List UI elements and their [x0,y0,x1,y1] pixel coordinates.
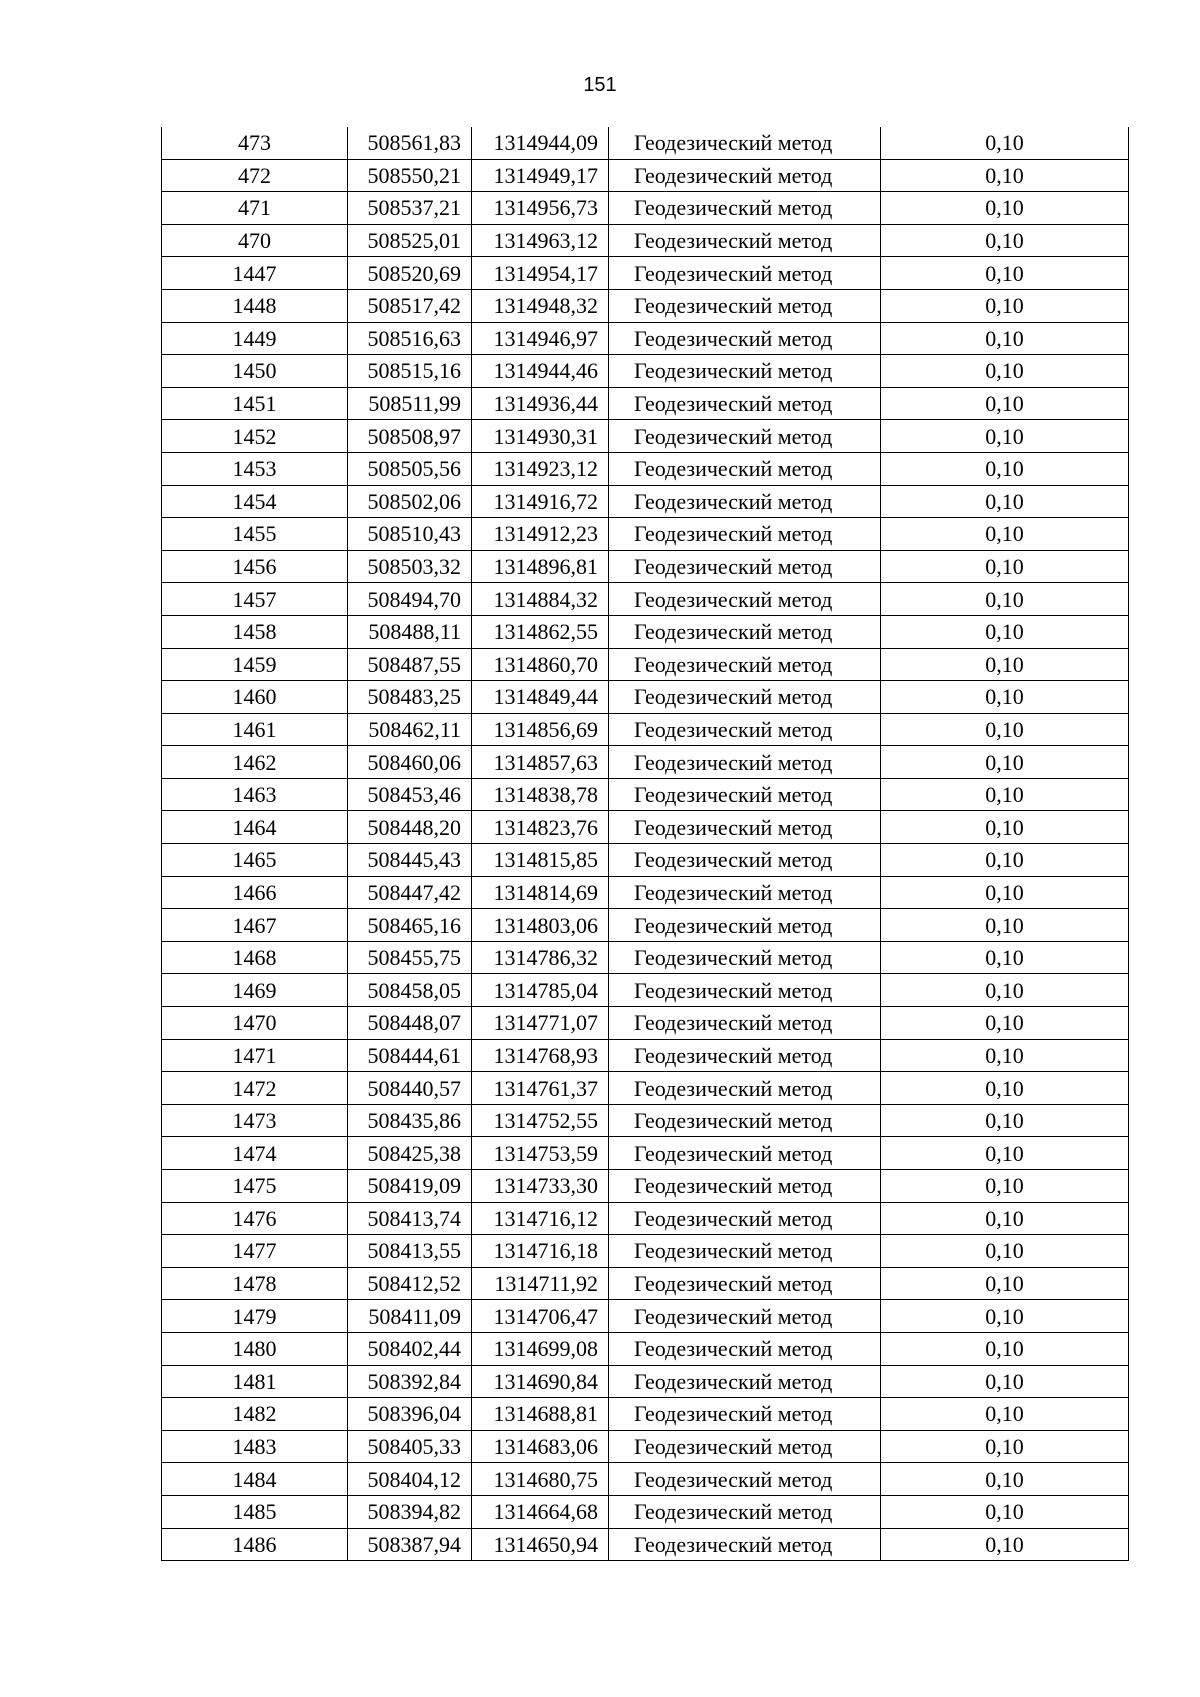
table-row [162,974,1129,1007]
y-coordinate-cell: 1314823,76 [472,811,609,844]
y-coordinate-cell: 1314803,06 [472,909,609,942]
point-number-cell: 1450 [162,355,348,388]
table-row [162,681,1129,714]
method-cell: Геодезический метод [609,1365,881,1398]
point-number-cell: 471 [162,192,348,225]
accuracy-cell: 0,10 [881,387,1129,420]
point-number-cell: 1465 [162,844,348,877]
method-cell: Геодезический метод [609,648,881,681]
accuracy-cell: 0,10 [881,909,1129,942]
method-cell: Геодезический метод [609,876,881,909]
method-cell: Геодезический метод [609,713,881,746]
y-coordinate-cell: 1314733,30 [472,1170,609,1203]
accuracy-cell: 0,10 [881,1430,1129,1463]
table-row [162,844,1129,877]
accuracy-cell: 0,10 [881,1528,1129,1561]
accuracy-cell: 0,10 [881,876,1129,909]
method-cell: Геодезический метод [609,1332,881,1365]
point-number-cell: 1458 [162,615,348,648]
table-row [162,127,1129,159]
point-number-cell: 1453 [162,452,348,485]
x-coordinate-cell: 508387,94 [348,1528,472,1561]
x-coordinate-cell: 508502,06 [348,485,472,518]
method-cell: Геодезический метод [609,420,881,453]
method-cell: Геодезический метод [609,550,881,583]
method-cell: Геодезический метод [609,1528,881,1561]
table-row [162,452,1129,485]
point-number-cell: 1474 [162,1137,348,1170]
x-coordinate-cell: 508413,74 [348,1202,472,1235]
point-number-cell: 1482 [162,1398,348,1431]
x-coordinate-cell: 508515,16 [348,355,472,388]
point-number-cell: 1451 [162,387,348,420]
table-row [162,1072,1129,1105]
point-number-cell: 1473 [162,1104,348,1137]
accuracy-cell: 0,10 [881,257,1129,290]
table-row [162,1039,1129,1072]
y-coordinate-cell: 1314948,32 [472,289,609,322]
table-row [162,615,1129,648]
point-number-cell: 1478 [162,1267,348,1300]
point-number-cell: 1476 [162,1202,348,1235]
table-row [162,1235,1129,1268]
y-coordinate-cell: 1314761,37 [472,1072,609,1105]
point-number-cell: 1471 [162,1039,348,1072]
x-coordinate-cell: 508405,33 [348,1430,472,1463]
x-coordinate-cell: 508511,99 [348,387,472,420]
table-row [162,778,1129,811]
y-coordinate-cell: 1314815,85 [472,844,609,877]
y-coordinate-cell: 1314930,31 [472,420,609,453]
y-coordinate-cell: 1314688,81 [472,1398,609,1431]
accuracy-cell: 0,10 [881,1365,1129,1398]
accuracy-cell: 0,10 [881,615,1129,648]
table-row [162,1495,1129,1528]
y-coordinate-cell: 1314936,44 [472,387,609,420]
point-number-cell: 1460 [162,681,348,714]
table-row [162,192,1129,225]
accuracy-cell: 0,10 [881,1235,1129,1268]
accuracy-cell: 0,10 [881,1072,1129,1105]
y-coordinate-cell: 1314683,06 [472,1430,609,1463]
method-cell: Геодезический метод [609,387,881,420]
point-number-cell: 1475 [162,1170,348,1203]
accuracy-cell: 0,10 [881,420,1129,453]
x-coordinate-cell: 508455,75 [348,941,472,974]
x-coordinate-cell: 508460,06 [348,746,472,779]
accuracy-cell: 0,10 [881,289,1129,322]
point-number-cell: 1459 [162,648,348,681]
point-number-cell: 1466 [162,876,348,909]
accuracy-cell: 0,10 [881,1104,1129,1137]
accuracy-cell: 0,10 [881,941,1129,974]
y-coordinate-cell: 1314711,92 [472,1267,609,1300]
method-cell: Геодезический метод [609,257,881,290]
method-cell: Геодезический метод [609,192,881,225]
x-coordinate-cell: 508525,01 [348,224,472,257]
x-coordinate-cell: 508503,32 [348,550,472,583]
point-number-cell: 1455 [162,518,348,551]
point-number-cell: 1469 [162,974,348,1007]
y-coordinate-cell: 1314849,44 [472,681,609,714]
y-coordinate-cell: 1314923,12 [472,452,609,485]
x-coordinate-cell: 508445,43 [348,844,472,877]
accuracy-cell: 0,10 [881,778,1129,811]
point-number-cell: 1462 [162,746,348,779]
method-cell: Геодезический метод [609,778,881,811]
y-coordinate-cell: 1314946,97 [472,322,609,355]
x-coordinate-cell: 508483,25 [348,681,472,714]
table-row [162,322,1129,355]
y-coordinate-cell: 1314838,78 [472,778,609,811]
table-row [162,876,1129,909]
accuracy-cell: 0,10 [881,713,1129,746]
accuracy-cell: 0,10 [881,1202,1129,1235]
method-cell: Геодезический метод [609,615,881,648]
table-row [162,1463,1129,1496]
method-cell: Геодезический метод [609,1007,881,1040]
method-cell: Геодезический метод [609,485,881,518]
y-coordinate-cell: 1314753,59 [472,1137,609,1170]
x-coordinate-cell: 508448,07 [348,1007,472,1040]
method-cell: Геодезический метод [609,159,881,192]
accuracy-cell: 0,10 [881,648,1129,681]
point-number-cell: 1457 [162,583,348,616]
table-row [162,1137,1129,1170]
method-cell: Геодезический метод [609,1104,881,1137]
accuracy-cell: 0,10 [881,811,1129,844]
y-coordinate-cell: 1314963,12 [472,224,609,257]
y-coordinate-cell: 1314862,55 [472,615,609,648]
table-row [162,518,1129,551]
x-coordinate-cell: 508537,21 [348,192,472,225]
y-coordinate-cell: 1314680,75 [472,1463,609,1496]
x-coordinate-cell: 508487,55 [348,648,472,681]
method-cell: Геодезический метод [609,1398,881,1431]
method-cell: Геодезический метод [609,355,881,388]
accuracy-cell: 0,10 [881,974,1129,1007]
method-cell: Геодезический метод [609,518,881,551]
table-row [162,811,1129,844]
x-coordinate-cell: 508458,05 [348,974,472,1007]
accuracy-cell: 0,10 [881,1007,1129,1040]
x-coordinate-cell: 508404,12 [348,1463,472,1496]
x-coordinate-cell: 508440,57 [348,1072,472,1105]
x-coordinate-cell: 508392,84 [348,1365,472,1398]
y-coordinate-cell: 1314912,23 [472,518,609,551]
table-row [162,387,1129,420]
accuracy-cell: 0,10 [881,485,1129,518]
table-row [162,713,1129,746]
point-number-cell: 470 [162,224,348,257]
point-number-cell: 1464 [162,811,348,844]
x-coordinate-cell: 508448,20 [348,811,472,844]
table-body [162,127,1129,1561]
method-cell: Геодезический метод [609,1430,881,1463]
table-row [162,1332,1129,1365]
point-number-cell: 1484 [162,1463,348,1496]
accuracy-cell: 0,10 [881,452,1129,485]
accuracy-cell: 0,10 [881,681,1129,714]
method-cell: Геодезический метод [609,289,881,322]
point-number-cell: 1477 [162,1235,348,1268]
accuracy-cell: 0,10 [881,1398,1129,1431]
y-coordinate-cell: 1314752,55 [472,1104,609,1137]
method-cell: Геодезический метод [609,746,881,779]
x-coordinate-cell: 508516,63 [348,322,472,355]
accuracy-cell: 0,10 [881,1170,1129,1203]
x-coordinate-cell: 508394,82 [348,1495,472,1528]
table-row [162,909,1129,942]
x-coordinate-cell: 508411,09 [348,1300,472,1333]
y-coordinate-cell: 1314856,69 [472,713,609,746]
point-number-cell: 1448 [162,289,348,322]
y-coordinate-cell: 1314896,81 [472,550,609,583]
x-coordinate-cell: 508508,97 [348,420,472,453]
y-coordinate-cell: 1314949,17 [472,159,609,192]
x-coordinate-cell: 508550,21 [348,159,472,192]
x-coordinate-cell: 508494,70 [348,583,472,616]
table-row [162,1007,1129,1040]
method-cell: Геодезический метод [609,1300,881,1333]
method-cell: Геодезический метод [609,811,881,844]
accuracy-cell: 0,10 [881,1463,1129,1496]
point-number-cell: 1472 [162,1072,348,1105]
point-number-cell: 1468 [162,941,348,974]
x-coordinate-cell: 508517,42 [348,289,472,322]
x-coordinate-cell: 508488,11 [348,615,472,648]
y-coordinate-cell: 1314716,12 [472,1202,609,1235]
method-cell: Геодезический метод [609,322,881,355]
x-coordinate-cell: 508447,42 [348,876,472,909]
method-cell: Геодезический метод [609,681,881,714]
accuracy-cell: 0,10 [881,224,1129,257]
method-cell: Геодезический метод [609,974,881,1007]
table-row [162,224,1129,257]
accuracy-cell: 0,10 [881,127,1129,159]
method-cell: Геодезический метод [609,224,881,257]
x-coordinate-cell: 508425,38 [348,1137,472,1170]
y-coordinate-cell: 1314706,47 [472,1300,609,1333]
table-row [162,1300,1129,1333]
accuracy-cell: 0,10 [881,159,1129,192]
table-row [162,1170,1129,1203]
x-coordinate-cell: 508505,56 [348,452,472,485]
y-coordinate-cell: 1314814,69 [472,876,609,909]
point-number-cell: 1486 [162,1528,348,1561]
accuracy-cell: 0,10 [881,355,1129,388]
table-row [162,583,1129,616]
table-row [162,1202,1129,1235]
y-coordinate-cell: 1314916,72 [472,485,609,518]
y-coordinate-cell: 1314860,70 [472,648,609,681]
point-number-cell: 1479 [162,1300,348,1333]
point-number-cell: 1449 [162,322,348,355]
table-row [162,420,1129,453]
accuracy-cell: 0,10 [881,1267,1129,1300]
x-coordinate-cell: 508402,44 [348,1332,472,1365]
y-coordinate-cell: 1314716,18 [472,1235,609,1268]
table-row [162,289,1129,322]
y-coordinate-cell: 1314944,46 [472,355,609,388]
method-cell: Геодезический метод [609,1267,881,1300]
point-number-cell: 1470 [162,1007,348,1040]
y-coordinate-cell: 1314786,32 [472,941,609,974]
method-cell: Геодезический метод [609,1235,881,1268]
method-cell: Геодезический метод [609,583,881,616]
point-number-cell: 1480 [162,1332,348,1365]
accuracy-cell: 0,10 [881,1039,1129,1072]
table-row [162,257,1129,290]
method-cell: Геодезический метод [609,844,881,877]
point-number-cell: 1483 [162,1430,348,1463]
accuracy-cell: 0,10 [881,746,1129,779]
accuracy-cell: 0,10 [881,192,1129,225]
point-number-cell: 473 [162,127,348,159]
accuracy-cell: 0,10 [881,1137,1129,1170]
accuracy-cell: 0,10 [881,1332,1129,1365]
point-number-cell: 1454 [162,485,348,518]
accuracy-cell: 0,10 [881,1300,1129,1333]
point-number-cell: 1481 [162,1365,348,1398]
table-row [162,1528,1129,1561]
table-row [162,1398,1129,1431]
y-coordinate-cell: 1314771,07 [472,1007,609,1040]
y-coordinate-cell: 1314954,17 [472,257,609,290]
page-number: 151 [583,74,617,96]
table-row [162,648,1129,681]
table-row [162,941,1129,974]
y-coordinate-cell: 1314650,94 [472,1528,609,1561]
method-cell: Геодезический метод [609,1039,881,1072]
x-coordinate-cell: 508453,46 [348,778,472,811]
method-cell: Геодезический метод [609,909,881,942]
x-coordinate-cell: 508396,04 [348,1398,472,1431]
table-row [162,159,1129,192]
table-row [162,1267,1129,1300]
x-coordinate-cell: 508419,09 [348,1170,472,1203]
point-number-cell: 1485 [162,1495,348,1528]
y-coordinate-cell: 1314956,73 [472,192,609,225]
x-coordinate-cell: 508465,16 [348,909,472,942]
x-coordinate-cell: 508462,11 [348,713,472,746]
point-number-cell: 1447 [162,257,348,290]
table-row [162,485,1129,518]
y-coordinate-cell: 1314785,04 [472,974,609,1007]
method-cell: Геодезический метод [609,1202,881,1235]
table-row [162,1365,1129,1398]
x-coordinate-cell: 508520,69 [348,257,472,290]
accuracy-cell: 0,10 [881,550,1129,583]
accuracy-cell: 0,10 [881,844,1129,877]
method-cell: Геодезический метод [609,1463,881,1496]
method-cell: Геодезический метод [609,127,881,159]
accuracy-cell: 0,10 [881,1495,1129,1528]
point-number-cell: 1463 [162,778,348,811]
y-coordinate-cell: 1314690,84 [472,1365,609,1398]
method-cell: Геодезический метод [609,1170,881,1203]
table-row [162,355,1129,388]
point-number-cell: 1456 [162,550,348,583]
accuracy-cell: 0,10 [881,583,1129,616]
x-coordinate-cell: 508444,61 [348,1039,472,1072]
method-cell: Геодезический метод [609,1137,881,1170]
accuracy-cell: 0,10 [881,322,1129,355]
table-row [162,1104,1129,1137]
point-number-cell: 1467 [162,909,348,942]
point-number-cell: 472 [162,159,348,192]
y-coordinate-cell: 1314884,32 [472,583,609,616]
table-row [162,1430,1129,1463]
method-cell: Геодезический метод [609,1495,881,1528]
accuracy-cell: 0,10 [881,518,1129,551]
method-cell: Геодезический метод [609,1072,881,1105]
method-cell: Геодезический метод [609,941,881,974]
y-coordinate-cell: 1314699,08 [472,1332,609,1365]
y-coordinate-cell: 1314857,63 [472,746,609,779]
y-coordinate-cell: 1314768,93 [472,1039,609,1072]
table-row [162,550,1129,583]
x-coordinate-cell: 508510,43 [348,518,472,551]
point-number-cell: 1452 [162,420,348,453]
method-cell: Геодезический метод [609,452,881,485]
point-number-cell: 1461 [162,713,348,746]
y-coordinate-cell: 1314944,09 [472,127,609,159]
x-coordinate-cell: 508435,86 [348,1104,472,1137]
x-coordinate-cell: 508413,55 [348,1235,472,1268]
coordinates-table [161,127,1129,1561]
x-coordinate-cell: 508412,52 [348,1267,472,1300]
y-coordinate-cell: 1314664,68 [472,1495,609,1528]
x-coordinate-cell: 508561,83 [348,127,472,159]
table-row [162,746,1129,779]
